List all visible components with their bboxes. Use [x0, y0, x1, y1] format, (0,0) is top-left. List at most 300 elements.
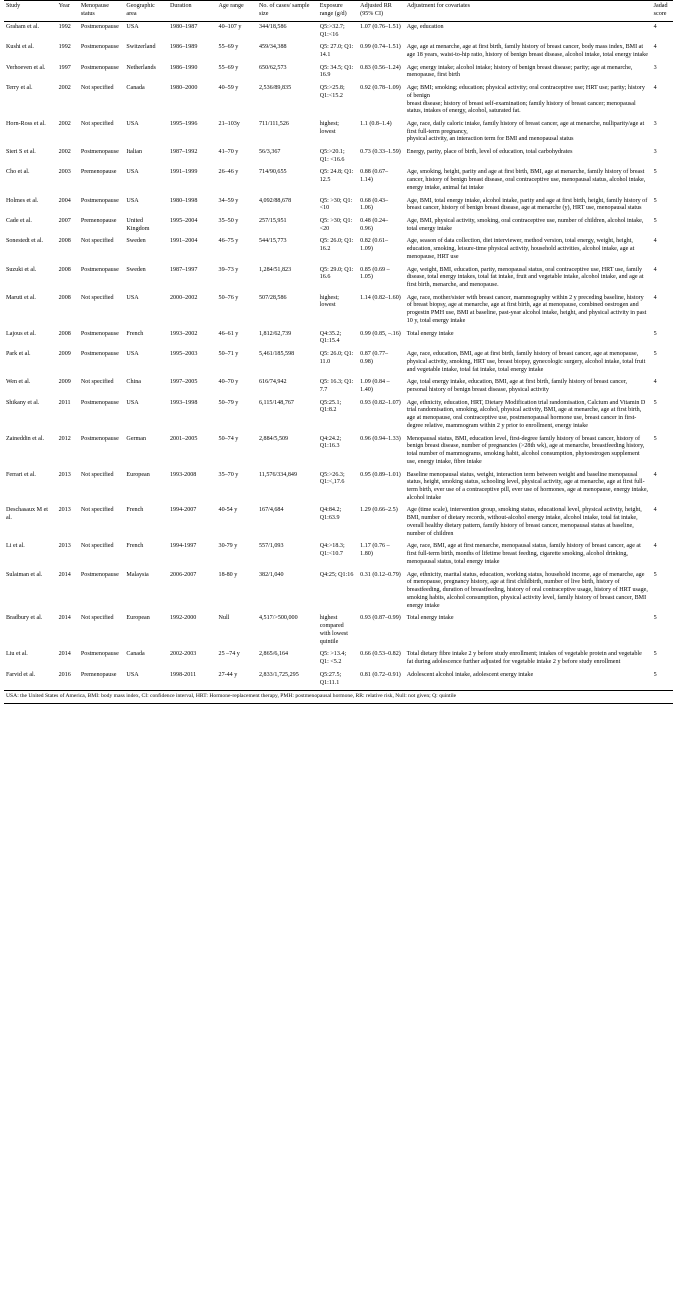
- cell-adjustment-covariates: Age, age at menarche, age at first birth, family history of breast cancer, body mass index, BMI at age 18 years, waist-to-hip ratio, history of benign breast disease, alcohol intake, total energy intake: [406, 44, 648, 58]
- cell-age-range: 26–46 y: [218, 169, 239, 176]
- table-row: [4, 236, 673, 264]
- cell-exposure-range: Q5: >30; Q1: <10: [319, 197, 353, 212]
- table-row: [4, 83, 673, 119]
- cell-geographic-area: French: [126, 330, 144, 337]
- cell-jadad-score: 5: [653, 217, 657, 224]
- cell-duration: 1995–2004: [169, 217, 198, 224]
- cell-adjustment-covariates: Adolescent alcohol intake, adolescent energy intake: [405, 670, 652, 691]
- cell-menopause-status: Postmenopause: [80, 330, 119, 337]
- cell-exposure-range: Q5: 16.3; Q1: 7.7: [319, 379, 354, 393]
- cell-duration: 1980–2000: [169, 84, 198, 91]
- studies-table: [4, 0, 673, 691]
- cell-geographic-area: United Kingdom: [126, 217, 150, 232]
- column-header-adjustment-covariates: Adjustment for covariates: [405, 1, 652, 22]
- cell-year: 2008: [58, 238, 71, 245]
- cell-duration: 1980–1987: [169, 23, 198, 30]
- cell-cases-sample-size: 1,812/62,739: [258, 330, 292, 337]
- cell-age-range: 50–71 y: [218, 351, 239, 358]
- table-row: [4, 147, 673, 167]
- cell-duration: 1993-2008: [169, 471, 197, 478]
- cell-menopause-status: Premenopause: [80, 217, 117, 224]
- cell-duration: 2002-2003: [169, 651, 197, 658]
- cell-geographic-area: USA: [126, 197, 139, 204]
- cell-menopause-status: Postmenopause: [80, 197, 119, 204]
- cell-year: 2014: [58, 571, 71, 578]
- cell-study: Sonestedt et al.: [6, 238, 44, 245]
- cell-duration: 1993–2002: [169, 330, 198, 337]
- cell-year: 2013: [58, 471, 71, 478]
- cell-geographic-area: USA: [126, 399, 139, 406]
- cell-adjusted-rr: 0.85 (0.69 –1.05): [360, 266, 390, 281]
- cell-menopause-status: Not specified: [80, 543, 114, 550]
- cell-age-range: 50–74 y: [218, 435, 239, 442]
- cell-menopause-status: Not specified: [80, 238, 114, 245]
- cell-adjustment-covariates: Age, season of data collection, diet interviewer, method version, total energy, weight, height, education, smoking, leisure-time physical activity, household activities, alcohol intake, age at menopause, HRT use: [406, 238, 635, 260]
- cell-adjusted-rr: 0.87 (0.77– 0.98): [360, 351, 389, 365]
- cell-geographic-area: French: [126, 543, 144, 550]
- cell-age-range: 34–59 y: [218, 197, 239, 204]
- cell-age-range: 27-44 y: [217, 670, 257, 691]
- cell-age-range: 40–59 y: [218, 84, 239, 91]
- table-row: [4, 42, 673, 62]
- cell-study: Lajous et al.: [6, 330, 36, 337]
- cell-geographic-area: Italian: [126, 149, 142, 156]
- column-header-exposure-range: Exposure range (g/d): [318, 1, 358, 22]
- cell-exposure-range: Q5: 34.5; Q1: 16.9: [319, 64, 354, 79]
- cell-duration: 1986–1989: [169, 44, 198, 51]
- cell-menopause-status: Not specified: [80, 84, 114, 91]
- column-header-age-range: Age range: [217, 1, 257, 22]
- cell-cases-sample-size: 711/111,526: [258, 120, 289, 127]
- cell-menopause-status: Premenopause: [80, 169, 117, 176]
- cell-menopause-status: Postmenopause: [80, 149, 119, 156]
- cell-study: Deschasaux M et al.: [6, 507, 48, 522]
- cell-adjusted-rr: 0.48 (0.24– 0.96): [360, 217, 389, 232]
- cell-adjusted-rr: 0.73 (0.33–1.59): [360, 149, 401, 156]
- table-row: [4, 349, 673, 377]
- cell-cases-sample-size: 650/62,573: [258, 64, 287, 71]
- cell-geographic-area: Canada: [126, 651, 145, 658]
- cell-year: 2009: [58, 379, 71, 386]
- cell-exposure-range: Q5:>32.7; Q1:<16: [319, 23, 345, 38]
- cell-exposure-range: Q5: 27.0; Q1: 14.1: [319, 44, 354, 58]
- cell-adjustment-covariates: Age, race, education, BMI, age at first birth, family history of breast cancer, age at menopause, physical activity, smoking, HRT use, breast biopsy, gynecologic surgery, alcohol intake, total fruit and vegetable intake, total fat intake, total energy intake: [406, 351, 646, 373]
- cell-study: Suzuki et al.: [6, 266, 37, 273]
- cell-adjusted-rr: 0.99 (0.74–1.51): [360, 44, 401, 51]
- table-row: [4, 119, 673, 147]
- cell-duration: 1987–1992: [169, 149, 198, 156]
- cell-exposure-range: Q5:>20.1; Q1: <16.6: [319, 149, 345, 163]
- column-header-year: Year: [57, 1, 79, 22]
- cell-exposure-range: highest; lowest: [319, 294, 339, 309]
- cell-jadad-score: 4: [653, 238, 657, 245]
- table-row: [4, 649, 673, 669]
- cell-geographic-area: Sweden: [126, 266, 146, 273]
- cell-menopause-status: Postmenopause: [80, 399, 119, 406]
- cell-year: 2009: [58, 351, 71, 358]
- cell-exposure-range: Q5: >13.4; Q1: <5.2: [319, 651, 347, 666]
- cell-age-range: 35–70 y: [218, 471, 239, 478]
- cell-exposure-range: Q5: >30; Q1:<20: [319, 217, 353, 232]
- cell-cases-sample-size: 344/18,586: [258, 23, 287, 30]
- cell-jadad-score: 5: [653, 571, 657, 578]
- cell-geographic-area: USA: [126, 351, 139, 358]
- cell-year: 2013: [58, 543, 71, 550]
- cell-cases-sample-size: 382/1,040: [258, 571, 284, 578]
- cell-study: Maruti et al.: [6, 294, 36, 301]
- table-row: [4, 264, 673, 292]
- cell-year: 2016: [57, 670, 79, 691]
- cell-adjusted-rr: 0.82 (0.61– 1.09): [360, 238, 389, 253]
- cell-age-range: 46–61 y: [218, 330, 239, 337]
- cell-jadad-score: 4: [653, 84, 657, 91]
- cell-jadad-score: 5: [653, 330, 657, 337]
- cell-adjusted-rr: 1.17 (0.76 –1.80): [360, 543, 390, 558]
- cell-adjustment-covariates: Total energy intake: [406, 330, 454, 337]
- cell-study: Wen et al.: [6, 379, 31, 386]
- cell-adjustment-covariates: Total dietary fibre intake 2 y before study enrollment; intakes of vegetable protein and vegetable fat during adolescence further adjusted for vegetable intake 2 y before study enrollment: [406, 651, 642, 666]
- column-header-cases-sample-size: No. of cases/ sample size: [257, 1, 318, 22]
- cell-study: Horn-Ross et al.: [6, 120, 46, 127]
- cell-cases-sample-size: 257/15,951: [258, 217, 287, 224]
- cell-duration: 2000–2002: [169, 294, 198, 301]
- cell-adjustment-covariates: Age; BMI; smoking; education; physical activity; oral contraceptive use; HRT use; parity; history of benign breast disease; history of breast self-examination; family history of breast cancer; menopausal status, intakes of energy, alcohol, saturated fat.: [406, 84, 645, 115]
- cell-geographic-area: Sweden: [126, 238, 146, 245]
- cell-adjustment-covariates: Age, ethnicity, marital status, education, working status, household income, age of menarche, age of menopause, pregnancy history, age at first childbirth, number of live birth, history of breastfeeding, duration of breastfeeding, history of oral contraceptive usage, history of HRT usage, smoking habits, alcohol consumption, physical activity level, family history of breast cancer, BMI energy intake: [406, 571, 648, 609]
- cell-exposure-range: Q5: 24.8; Q1: 12.5: [319, 169, 354, 184]
- cell-adjustment-covariates: Baseline menopausal status, weight, interaction term between weight and baseline menopausal status, height, smoking status, schooling level, physical activity, age at menarche, age at first full-term birth, ever use of a contraceptive pill, ever use of hormones, age at menopause, energy intake, alcohol intake: [406, 471, 649, 501]
- cell-study: Park et al.: [6, 351, 31, 358]
- cell-adjusted-rr: 0.93 (0.82–1.07): [360, 399, 401, 406]
- cell-jadad-score: 4: [653, 23, 657, 30]
- cell-adjustment-covariates: Menopausal status, BMI, education level, first-degree family history of breast cancer, history of benign breast disease, number of pregnancies (>28th wk), age at menarche, breastfeeding history, total number of mammograms, smoking habit, alcohol consumption, phytoestrogen supplement use, energy intake, fibre intake: [406, 435, 645, 465]
- table-row: [4, 670, 673, 691]
- cell-exposure-range: Q4:>18.3; Q1:<10.7: [319, 543, 345, 558]
- cell-adjustment-covariates: Age, race, daily caloric intake, family history of breast cancer, age at menarche, nulliparity/age at first full-term pregnancy, physical activity, an interaction term for BMI and menopausal status: [406, 120, 645, 143]
- cell-year: 1997: [58, 64, 71, 71]
- cell-exposure-range: Q5: 29.0; Q1: 16.6: [319, 266, 354, 281]
- cell-age-range: 40-54 y: [218, 507, 238, 514]
- cell-duration: 2006-2007: [169, 571, 197, 578]
- cell-jadad-score: 4: [653, 379, 657, 386]
- cell-study: Li et al.: [6, 543, 25, 550]
- cell-adjusted-rr: 1.07 (0.76–1.51): [360, 23, 401, 30]
- cell-year: 2008: [58, 330, 71, 337]
- cell-year: 2008: [58, 294, 71, 301]
- cell-study: Sieri S et al.: [6, 149, 36, 156]
- cell-duration: 1994-2007: [169, 507, 197, 514]
- cell-adjustment-covariates: Total energy intake: [406, 615, 454, 622]
- cell-adjusted-rr: 1.09 (0.84 –1.40): [360, 379, 390, 393]
- cell-cases-sample-size: 2,865/6,164: [258, 651, 289, 658]
- cell-geographic-area: Netherlands: [126, 64, 156, 71]
- cell-study: Liu et al.: [6, 651, 28, 658]
- column-header-menopause-status: Menopause status: [79, 1, 125, 22]
- cell-cases-sample-size: 2,536/89,835: [258, 84, 292, 91]
- cell-adjusted-rr: 1.29 (0.66–2.5): [360, 507, 398, 514]
- cell-age-range: Null: [218, 615, 230, 622]
- cell-age-range: 39–73 y: [218, 266, 239, 273]
- cell-geographic-area: USA: [126, 120, 139, 127]
- cell-year: 2012: [58, 435, 71, 442]
- cell-jadad-score: 5: [653, 435, 657, 442]
- cell-exposure-range: highest compared with lowest quintile: [319, 615, 348, 645]
- cell-adjustment-covariates: Age (time scale), intervention group, smoking status, educational level, physical activity, height, BMI, number of dietary records, without-alcohol energy intake, alcohol intake, total fat intake, overall healthy dietary pattern, family history of breast cancer, menopausal status at baseline, number of children: [406, 507, 642, 537]
- cell-adjustment-covariates: Age, BMI, physical activity, smoking, oral contraceptive use, number of children, alcohol intake, total energy intake: [406, 217, 644, 232]
- cell-age-range: 21–103y: [218, 120, 240, 127]
- cell-year: 2002: [58, 149, 71, 156]
- cell-adjustment-covariates: Age, smoking, height, parity and age at first birth, BMI, age at menarche, family history of breast cancer, history of benign breast disease, oral contraceptive use, menopausal status, alcohol intake, energy intake, animal fat intake: [406, 169, 646, 192]
- cell-cases-sample-size: 616/74,942: [258, 379, 287, 386]
- cell-year: 2002: [58, 84, 71, 91]
- cell-jadad-score: 4: [653, 507, 657, 514]
- cell-cases-sample-size: 714/90,655: [258, 169, 287, 176]
- cell-menopause-status: Premenopause: [79, 670, 125, 691]
- cell-menopause-status: Postmenopause: [80, 571, 119, 578]
- cell-cases-sample-size: 544/15,773: [258, 238, 287, 245]
- table-header-row: [4, 1, 673, 22]
- cell-menopause-status: Postmenopause: [80, 351, 119, 358]
- cell-duration: 1991–1999: [169, 169, 198, 176]
- cell-menopause-status: Not specified: [80, 294, 114, 301]
- column-header-study: Study: [4, 1, 57, 22]
- cell-year: 2003: [58, 169, 71, 176]
- cell-adjusted-rr: 1.14 (0.82–1.60): [360, 294, 401, 301]
- table-row: [4, 216, 673, 236]
- column-header-jadad-score: Jadad score: [652, 1, 673, 22]
- cell-age-range: 46–75 y: [218, 238, 239, 245]
- cell-duration: 1994-1997: [169, 543, 197, 550]
- cell-adjusted-rr: 0.68 (0.43– 1.06): [360, 197, 389, 212]
- cell-duration: 1986–1990: [169, 64, 198, 71]
- cell-geographic-area: German: [126, 435, 147, 442]
- cell-exposure-range: Q5:25.1; Q1:8.2: [319, 399, 342, 414]
- cell-age-range: 50–79 y: [218, 399, 239, 406]
- cell-exposure-range: Q4:84.2; Q1:63.9: [319, 507, 342, 522]
- cell-age-range: 50–76 y: [218, 294, 239, 301]
- cell-exposure-range: Q4:24.2; Q1:16.3: [319, 435, 342, 450]
- table-body: [4, 21, 673, 690]
- column-header-adjusted-rr: Adjusted RR (95% CI): [358, 1, 405, 22]
- cell-menopause-status: Not specified: [80, 471, 114, 478]
- table-row: [4, 377, 673, 397]
- table-row: [4, 21, 673, 42]
- cell-menopause-status: Postmenopause: [80, 266, 119, 273]
- cell-geographic-area: Malaysia: [126, 571, 149, 578]
- cell-study: Zaineddin et al.: [6, 435, 45, 442]
- cell-jadad-score: 5: [653, 399, 657, 406]
- cell-adjusted-rr: 0.66 (0.53–0.82): [360, 651, 401, 658]
- cell-geographic-area: Canada: [126, 84, 145, 91]
- table-row: [4, 328, 673, 348]
- table-row: [4, 613, 673, 649]
- table-row: [4, 167, 673, 195]
- cell-duration: 1992-2000: [169, 615, 197, 622]
- cell-cases-sample-size: 4,092/88,678: [258, 197, 292, 204]
- cell-menopause-status: Postmenopause: [80, 651, 119, 658]
- cell-study: Ferrari et al.: [6, 471, 36, 478]
- table-footnote: USA: the United States of America, BMI: body mass index, CI: confidence interval, HRT: Hormone-replacement therapy, PMH: postmenopausal hormone, RR: relative risk, Null: not given; Q: quintile: [4, 691, 673, 704]
- table-header: [4, 1, 673, 22]
- cell-menopause-status: Postmenopause: [80, 23, 119, 30]
- table-row: [4, 541, 673, 569]
- cell-duration: 1995–1996: [169, 120, 198, 127]
- cell-menopause-status: Not specified: [80, 615, 114, 622]
- cell-cases-sample-size: 167/4,684: [258, 507, 284, 514]
- cell-study: Verhoeven et al.: [6, 64, 46, 71]
- cell-study: Shikany et al.: [6, 399, 40, 406]
- cell-age-range: 30-79 y: [218, 543, 238, 550]
- cell-geographic-area: European: [126, 471, 150, 478]
- cell-jadad-score: 3: [653, 64, 657, 71]
- cell-adjustment-covariates: Age, education: [406, 23, 444, 30]
- cell-geographic-area: USA: [126, 169, 139, 176]
- cell-jadad-score: 5: [652, 670, 673, 691]
- cell-jadad-score: 4: [653, 543, 657, 550]
- cell-study: Cho et al.: [6, 169, 30, 176]
- cell-year: 2013: [58, 507, 71, 514]
- cell-geographic-area: European: [126, 615, 150, 622]
- cell-adjustment-covariates: Age, total energy intake, education, BMI, age at first birth, family history of breast cancer, personal history of benign breast disease, physical activity: [406, 379, 628, 393]
- column-header-geographic-area: Geographic area: [124, 1, 168, 22]
- cell-study: Cade et al.: [6, 217, 32, 224]
- cell-jadad-score: 4: [653, 294, 657, 301]
- cell-adjusted-rr: 0.96 (0.94–1.33): [360, 435, 401, 442]
- cell-adjustment-covariates: Age, BMI, total energy intake, alcohol intake, parity and age at first birth, height, family history of breast cancer, history of benign breast disease, age at menarche (y), HRT use, menopausal status: [406, 197, 648, 212]
- cell-exposure-range: Q5:27.5; Q1:11.1: [318, 670, 358, 691]
- cell-menopause-status: Not specified: [80, 507, 114, 514]
- cell-study: Bradbury et al.: [6, 615, 43, 622]
- cell-cases-sample-size: 11,576/334,849: [258, 471, 298, 478]
- table-row: [4, 469, 673, 505]
- cell-jadad-score: 5: [653, 197, 657, 204]
- cell-study: Kushi et al.: [6, 44, 34, 51]
- cell-exposure-range: Q5:>25.8; Q1:<15.2: [319, 84, 345, 99]
- cell-duration: 1997–2005: [169, 379, 198, 386]
- cell-exposure-range: Q4:25; Q1:16: [319, 571, 354, 578]
- cell-cases-sample-size: 459/34,388: [258, 44, 287, 51]
- cell-year: 2014: [58, 615, 71, 622]
- cell-year: 2008: [58, 266, 71, 273]
- cell-cases-sample-size: 2,884/5,509: [258, 435, 289, 442]
- cell-menopause-status: Not specified: [80, 120, 114, 127]
- cell-jadad-score: 4: [653, 266, 657, 273]
- cell-jadad-score: 3: [653, 149, 657, 156]
- table-row: [4, 569, 673, 613]
- cell-menopause-status: Postmenopause: [80, 64, 119, 71]
- cell-study: Terry et al.: [6, 84, 33, 91]
- cell-adjusted-rr: 0.31 (0.12–0.79): [360, 571, 401, 578]
- cell-geographic-area: French: [126, 507, 144, 514]
- cell-adjustment-covariates: Energy, parity, place of birth, level of education, total carbohydrates: [406, 149, 573, 156]
- cell-geographic-area: Switzerland: [126, 44, 156, 51]
- cell-study: Holmes et al.: [6, 197, 39, 204]
- cell-cases-sample-size: 557/1,093: [258, 543, 284, 550]
- cell-age-range: 41–70 y: [218, 149, 239, 156]
- cell-age-range: 55–69 y: [218, 64, 239, 71]
- cell-exposure-range: Q5: 26.0; Q1: 11.0: [319, 351, 354, 365]
- table-row: [4, 505, 673, 541]
- cell-adjustment-covariates: Age, weight, BMI, education, parity, menopausal status, oral contraceptive use, HRT use, family disease, total energy intakes, total fat intake, fruit and vegetable intake, alcohol intake, and age at first birth, menarche, and menopause.: [406, 266, 644, 289]
- cell-age-range: 18-80 y: [218, 571, 238, 578]
- cell-menopause-status: Not specified: [80, 379, 114, 386]
- cell-adjusted-rr: 0.81 (0.72–0.91): [358, 670, 405, 691]
- cell-cases-sample-size: 5,461/185,598: [258, 351, 295, 358]
- cell-jadad-score: 3: [653, 120, 657, 127]
- cell-year: 2007: [58, 217, 71, 224]
- cell-duration: 2001–2005: [169, 435, 198, 442]
- cell-year: 2014: [58, 651, 71, 658]
- cell-cases-sample-size: 56/3,367: [258, 149, 281, 156]
- cell-jadad-score: 4: [653, 471, 657, 478]
- cell-adjustment-covariates: Age, ethnicity, education, HRT, Dietary Modification trial randomisation, Calcium and Vitamin D trial randomisation, smoking, alcohol, physical activity, BMI, age at menarche, age at first birth, age at menopause, oral contraceptive use, postmenopausal hormone use, breast cancer in first-degree relative, mammogram within 2 y prior to enrollment, energy intake: [406, 399, 646, 429]
- table-row: [4, 293, 673, 329]
- cell-jadad-score: 5: [653, 169, 657, 176]
- cell-jadad-score: 4: [653, 44, 657, 51]
- cell-year: 2002: [58, 120, 71, 127]
- column-header-duration: Duration: [168, 1, 217, 22]
- cell-geographic-area: China: [126, 379, 141, 386]
- cell-cases-sample-size: 1,284/51,823: [258, 266, 292, 273]
- cell-study: Sulaiman et al.: [6, 571, 43, 578]
- cell-duration: 1991–2004: [169, 238, 198, 245]
- cell-adjustment-covariates: Age; energy intake; alcohol intake; history of benign breast disease; parity; age at menarche, menopause, first birth: [406, 64, 633, 79]
- cell-jadad-score: 5: [653, 351, 657, 358]
- cell-adjustment-covariates: Age, race, BMI, age at first menarche, menopausal status, family history of breast cancer, age at first full-term birth, months of lifetime breast feeding, cigarette smoking, alcohol drinking, menopausal status, total energy intake: [406, 543, 641, 566]
- cell-age-range: 40–70 y: [218, 379, 239, 386]
- cell-cases-sample-size: 507/28,586: [258, 294, 287, 301]
- cell-year: 2004: [58, 197, 71, 204]
- cell-duration: 1998-2011: [168, 670, 217, 691]
- cell-jadad-score: 5: [653, 615, 657, 622]
- cell-adjusted-rr: 0.99 (0.85, –.16): [360, 330, 401, 337]
- cell-menopause-status: Postmenopause: [80, 44, 119, 51]
- cell-geographic-area: USA: [126, 23, 139, 30]
- cell-age-range: 25 –74 y: [218, 651, 240, 658]
- cell-menopause-status: Postmenopause: [80, 435, 119, 442]
- cell-age-range: 35–50 y: [218, 217, 239, 224]
- cell-adjusted-rr: 0.83 (0.56–1.24): [360, 64, 401, 71]
- table-row: [4, 397, 673, 433]
- table-row: [4, 62, 673, 82]
- cell-adjusted-rr: 1.1 (0.8–1.4): [360, 120, 392, 127]
- cell-duration: 1995–2003: [169, 351, 198, 358]
- cell-study: Farvid et al.: [4, 670, 57, 691]
- cell-age-range: 40–107 y: [218, 23, 242, 30]
- cell-exposure-range: Q5: 26.0; Q1: 16.2: [319, 238, 354, 253]
- cell-adjusted-rr: 0.92 (0.78–1.09): [360, 84, 401, 91]
- cell-year: 2011: [58, 399, 71, 406]
- cell-cases-sample-size: 6,115/148,767: [258, 399, 294, 406]
- cell-duration: 1993–1998: [169, 399, 198, 406]
- cell-age-range: 55–69 y: [218, 44, 239, 51]
- cell-adjusted-rr: 0.88 (0.67– 1.14): [360, 169, 389, 184]
- cell-exposure-range: Q5:>26.3; Q1:<,17.6: [319, 471, 345, 486]
- cell-exposure-range: Q4:35.2; Q1:15.4: [319, 330, 342, 345]
- cell-duration: 1980–1998: [169, 197, 198, 204]
- table-row: [4, 195, 673, 215]
- cell-geographic-area: USA: [124, 670, 168, 691]
- cell-exposure-range: highest; lowest: [319, 120, 339, 135]
- cell-duration: 1987–1997: [169, 266, 198, 273]
- cell-jadad-score: 5: [653, 651, 657, 658]
- cell-cases-sample-size: 2,833/1,725,295: [257, 670, 318, 691]
- cell-study: Graham et al.: [6, 23, 39, 30]
- cell-adjusted-rr: 0.93 (0.87–0.99): [360, 615, 401, 622]
- cell-year: 1992: [58, 23, 71, 30]
- cell-geographic-area: USA: [126, 294, 139, 301]
- cell-adjusted-rr: 0.95 (0.89–1.01): [360, 471, 401, 478]
